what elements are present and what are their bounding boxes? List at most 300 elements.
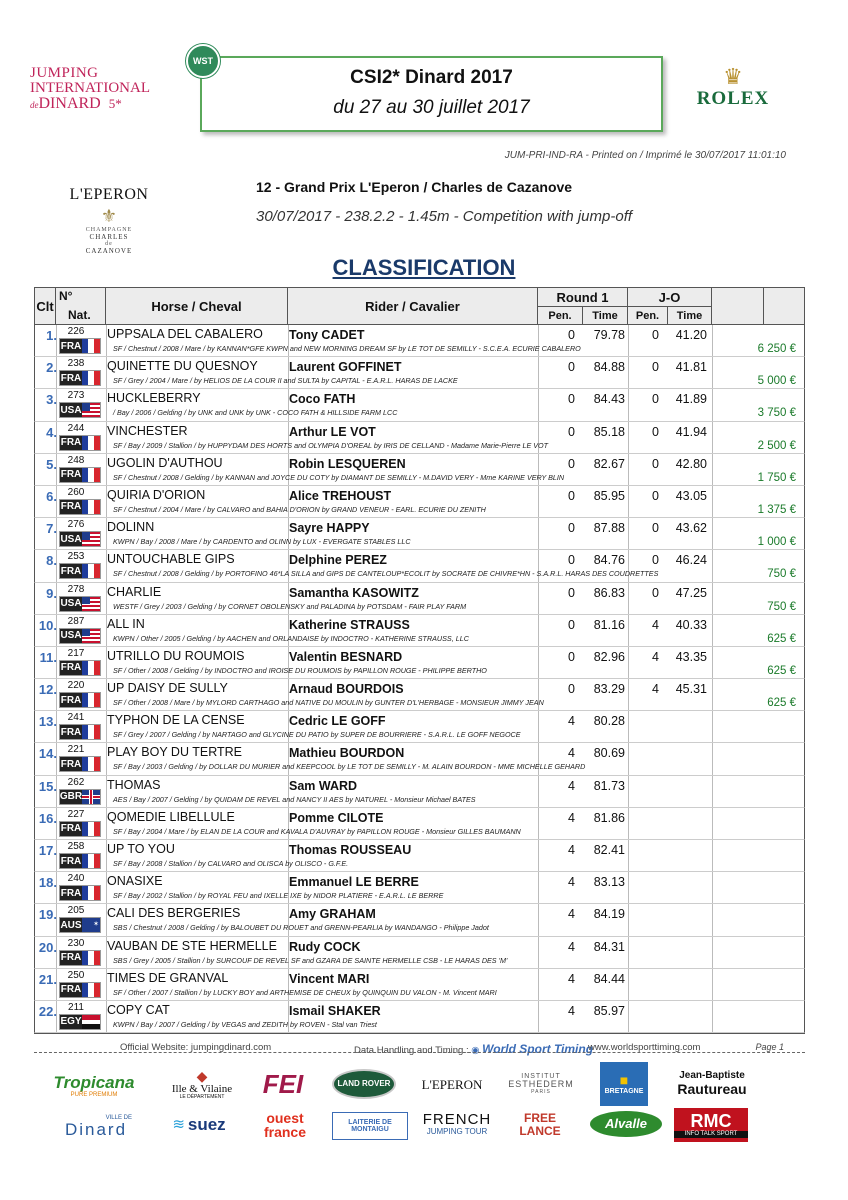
nation-badge (59, 756, 101, 772)
jumpoff-penalties: 0 (652, 488, 659, 503)
header-no-nat (56, 288, 106, 324)
bib-number: 217 (67, 647, 85, 659)
rider-name: Thomas ROUSSEAU (289, 843, 412, 857)
footer-website[interactable]: Official Website: jumpingdinard.com (120, 1042, 272, 1053)
wst-badge: WST (186, 44, 220, 78)
rank: 16. (38, 810, 57, 826)
montaigu-logo (332, 1112, 408, 1140)
horse-pedigree: SF / Chestnut / 2008 / Mare / by KANNAN*GFE KWPN and NEW MORNING DREAM SF by LE TOT DE SEMILLY - S.C.E.A. ECURIE CABALERO (113, 344, 581, 353)
rider-name: Robin LESQUEREN (289, 456, 406, 471)
ouest-france-logo (250, 1108, 320, 1142)
col-divider (712, 389, 713, 420)
nation-code: EGY (60, 1016, 82, 1028)
rank: 17. (38, 843, 57, 858)
rider-name: Coco FATH (289, 392, 356, 407)
flag-icon (82, 403, 100, 417)
col-divider (538, 1001, 539, 1032)
header-no: N° (59, 289, 73, 303)
jumpoff-penalties: 4 (652, 649, 659, 664)
table-row (34, 937, 805, 969)
col-divider (712, 776, 713, 807)
horse-name: UPPSALA DEL CABALERO (107, 327, 263, 341)
col-divider (538, 776, 539, 807)
printed-on: JUM-PRI-IND-RA - Printed on / Imprimé le 30/07/2017 11:01:10 (504, 150, 786, 161)
prize-money: 5 000 € (757, 375, 796, 388)
jumpoff-penalties: 4 (652, 617, 659, 632)
horse-name: DOLINN (107, 520, 155, 535)
rank: 15. (38, 778, 57, 794)
prize-money: 1 000 € (757, 536, 796, 549)
round1-penalties: 4 (568, 714, 575, 729)
crown-icon: ♛ (723, 64, 743, 89)
prize-money: 625 € (767, 664, 796, 677)
flag-icon (82, 468, 100, 482)
nation-code: FRA (60, 694, 82, 706)
rank: 13. (38, 714, 57, 730)
jumpoff-penalties: 0 (652, 328, 659, 342)
bretagne-name: BRETAGNE (604, 1087, 644, 1095)
nation-code: FRA (60, 662, 82, 674)
horse-name: COPY CAT (107, 1002, 170, 1017)
col-divider (712, 904, 713, 935)
rider-name: Rudy COCK (289, 939, 361, 954)
charles-label: CHARLES (89, 233, 129, 241)
col-divider (712, 357, 713, 388)
table-row (34, 389, 805, 421)
round1-penalties: 4 (568, 971, 575, 986)
prize-money: 3 750 € (757, 407, 796, 420)
rmc-sub: INFO TALK SPORT (674, 1131, 748, 1137)
horse-pedigree: SF / Other / 2008 / Gelding / by INDOCTRO and IROISE DU ROUMOIS by PAPILLON ROUGE - PHILIPPE BERTHO (113, 665, 487, 675)
col-divider (538, 518, 539, 549)
logo-line-3: deDINARD 5* (30, 95, 122, 112)
horse-pedigree: SF / Chestnut / 2004 / Mare / by CALVARO and BAHIA D'ORION by GRAND VENEUR - EARL. ECURIE DU ZENITH (113, 504, 486, 514)
header-rider: Rider / Cavalier (288, 288, 538, 324)
bib-number: 276 (67, 519, 85, 531)
col-divider (712, 743, 713, 774)
horse-pedigree: SF / Grey / 2004 / Mare / by HELIOS DE LA COUR II and SULTA by CAPITAL - E.A.R.L. HARAS DE LACKE (113, 376, 458, 386)
table-row (34, 872, 805, 904)
crest-icon: ⚜ (100, 206, 118, 226)
rolex-name: ROLEX (696, 88, 770, 109)
french-tour-1: FRENCH (422, 1110, 492, 1128)
horse-pedigree: SF / Bay / 2009 / Stallion / by HUPPYDAM DES HORTS and OLYMPIA D'OREAL by IRIS DE CELLAND - Madame Marie-Pierre LE VOT (113, 440, 549, 450)
col-divider (538, 647, 539, 678)
bib-number: 248 (67, 454, 85, 466)
jumpoff-time: 41.94 (675, 424, 707, 439)
rank: 14. (38, 746, 57, 762)
horse-name: ONASIXE (107, 874, 163, 889)
dinard-name: Dinard (64, 1120, 128, 1140)
flag-icon (82, 500, 100, 514)
jumpoff-penalties: 0 (652, 360, 659, 375)
bib-number: 211 (68, 1001, 84, 1013)
round1-time: 86.83 (593, 585, 625, 600)
bib-number: 220 (67, 680, 85, 692)
table-row (34, 518, 805, 550)
bib-number: 287 (67, 615, 85, 627)
col-divider (628, 969, 629, 1000)
nation-code: FRA (60, 372, 82, 384)
jumpoff-time: 42.80 (675, 456, 707, 471)
nation-code: FRA (60, 823, 82, 835)
nation-code: FRA (60, 726, 82, 738)
col-divider (712, 872, 713, 903)
table-row (34, 808, 805, 840)
nation-code: FRA (60, 758, 82, 770)
footer-page: Page 1 (755, 1042, 784, 1052)
rank: 12. (38, 682, 57, 698)
rider-name: Valentin BESNARD (289, 649, 403, 664)
round1-time: 84.31 (593, 939, 625, 954)
table-row (34, 840, 805, 872)
nation-badge (59, 531, 101, 547)
french-tour-2: JUMPING TOUR (426, 1126, 488, 1136)
col-divider (628, 711, 629, 742)
col-divider (538, 357, 539, 388)
horse-pedigree: WESTF / Grey / 2003 / Gelding / by CORNET OBOLENSKY and PALADINA by POTSDAM - FAIR PLAY FARM (113, 601, 467, 611)
header-blank-1 (712, 288, 764, 324)
horse-pedigree: SF / Chestnut / 2008 / Gelding / by KANNAN and JOYCE DU COTY by DIAMANT DE SEMILLY - M.DAVID VERY - Mme KARINE VERY BLIN (113, 472, 565, 482)
table-row (34, 679, 805, 711)
nation-badge (59, 853, 101, 869)
nation-badge (59, 370, 101, 386)
nation-code: FRA (60, 340, 82, 352)
prize-money: 1 750 € (757, 471, 796, 484)
nation-code: FRA (60, 984, 82, 996)
rider-name: Cedric LE GOFF (289, 714, 386, 729)
col-divider (628, 743, 629, 774)
nation-badge (59, 789, 101, 805)
nation-code: FRA (60, 437, 82, 449)
event-dates: du 27 au 30 juillet 2017 (333, 97, 530, 118)
eperon-sponsor-logo (416, 1074, 488, 1096)
champagne-label: CHAMPAGNE (85, 227, 133, 233)
round1-time: 79.78 (593, 328, 625, 342)
header-clt: Clt (35, 288, 56, 324)
col-divider (628, 840, 629, 871)
round1-penalties: 4 (568, 843, 575, 857)
logo-line-1: JUMPING (30, 65, 99, 81)
round1-time: 85.97 (593, 1003, 625, 1018)
horse-name: PLAY BOY DU TERTRE (107, 745, 243, 760)
nation-badge (59, 1014, 101, 1030)
bib-number: 273 (67, 390, 85, 402)
flag-icon (82, 532, 100, 546)
rider-name: Katherine STRAUSS (289, 617, 410, 632)
ouest-france-name: ouest france (263, 1110, 307, 1140)
horse-pedigree: SBS / Grey / 2005 / Stallion / by SURCOUF DE REVEL SF and GZARA DE SAINTE HERMELLE CSB - LE HARAS DES 'M' (113, 955, 508, 965)
rautureau-1: Jean-Baptiste (679, 1070, 745, 1082)
nation-code: FRA (60, 887, 82, 899)
round1-penalties: 0 (568, 360, 575, 375)
rmc-name: RMC (690, 1111, 732, 1132)
round1-penalties: 0 (568, 617, 575, 632)
horse-name: CHARLIE (107, 584, 162, 599)
flag-icon (82, 951, 100, 965)
event-title-box (200, 56, 663, 132)
rank: 1. (46, 328, 57, 343)
horse-name: UNTOUCHABLE GIPS (107, 552, 235, 567)
rank: 3. (46, 392, 57, 408)
esthederm-3: PARIS (531, 1088, 551, 1095)
round1-penalties: 0 (568, 392, 575, 407)
prize-money: 750 € (767, 568, 796, 581)
jumpoff-time: 45.31 (675, 682, 707, 697)
round1-penalties: 0 (568, 488, 575, 503)
rider-name: Mathieu BOURDON (289, 746, 405, 761)
table-row (34, 454, 805, 486)
col-divider (538, 486, 539, 517)
round1-penalties: 4 (568, 746, 575, 761)
col-divider (628, 872, 629, 903)
nation-badge (59, 885, 101, 901)
footer-url[interactable]: www.worldsporttiming.com (588, 1042, 701, 1053)
bib-number: 226 (67, 326, 85, 337)
col-divider (628, 904, 629, 935)
table-row (34, 711, 805, 743)
header-round1: Round 1 (538, 288, 628, 306)
flag-icon (82, 790, 100, 804)
rider-name: Ismail SHAKER (289, 1003, 381, 1018)
horse-pedigree: SF / Bay / 2002 / Stallion / by ROYAL FEU and IXELLE IXE by NIDOR PLATIERE - E.A.R.L. LE BERRE (113, 891, 444, 901)
rank: 18. (38, 875, 57, 891)
round1-time: 84.44 (593, 971, 625, 986)
horse-pedigree: SF / Bay / 2008 / Stallion / by CALVARO and OLISCA by OLISCO - G.F.E. (113, 859, 349, 868)
rank: 22. (38, 1003, 57, 1019)
horse-pedigree: AES / Bay / 2007 / Gelding / by QUIDAM DE REVEL and NANCY II AES by NATUREL - Monsieur Michael BATES (113, 794, 476, 804)
nation-badge (59, 563, 101, 579)
event-title: CSI2* Dinard 2017 (350, 67, 513, 88)
rautureau-2: Rautureau (677, 1080, 747, 1097)
alvalle-logo (590, 1110, 662, 1138)
round1-time: 81.16 (593, 617, 625, 632)
flag-icon (82, 725, 100, 739)
horse-pedigree: SF / Other / 2007 / Stallion / by LUCKY BOY and ARTHEMISE DE CHEUX by QUINQUIN DU VALON - M. Vincent MARI (113, 987, 497, 997)
col-divider (538, 904, 539, 935)
col-divider (712, 486, 713, 517)
land-rover-name: LAND ROVER (332, 1069, 396, 1099)
tropicana-sub: PURE PREMIUM (70, 1091, 118, 1098)
col-divider (538, 583, 539, 614)
table-row (34, 1001, 805, 1033)
jumpoff-time: 43.62 (675, 521, 707, 536)
logo-line-2: INTERNATIONAL (30, 80, 150, 96)
eperon-logo-name: L'EPERON (69, 186, 149, 203)
horse-name: HUCKLEBERRY (107, 391, 201, 406)
rider-name: Pomme CILOTE (289, 810, 384, 825)
nation-code: FRA (60, 855, 82, 867)
footer-data-handling (354, 1042, 593, 1056)
prize-money: 1 375 € (757, 503, 796, 516)
table-body (34, 325, 805, 1033)
ille-vilaine-logo (160, 1064, 244, 1106)
rider-name: Alice TREHOUST (289, 488, 392, 503)
bib-number: 238 (67, 358, 85, 370)
cazanove-label: CAZANOVE (85, 247, 133, 255)
col-divider (628, 776, 629, 807)
horse-pedigree: SF / Bay / 2003 / Gelding / by DOLLAR DU MURIER and KEEPCOOL by LE TOT DE SEMILLY - M. ALAIN BOURDON - MME MICHELLE GEHARD (113, 762, 586, 772)
eperon-cazanove-logo (64, 186, 154, 255)
jumpoff-time: 41.89 (675, 392, 707, 407)
free-lance-name: FREE LANCE (519, 1111, 561, 1138)
nation-code: USA (60, 533, 82, 545)
classification-heading: CLASSIFICATION (332, 255, 516, 280)
jumpoff-penalties: 0 (652, 456, 659, 471)
col-divider (628, 1001, 629, 1032)
table-row (34, 325, 805, 357)
col-divider (538, 969, 539, 1000)
bib-number: 262 (67, 776, 85, 788)
horse-name: VINCHESTER (107, 423, 188, 438)
round1-penalties: 0 (568, 328, 575, 342)
header-horse: Horse / Cheval (106, 288, 288, 324)
col-divider (538, 840, 539, 871)
nation-badge (59, 596, 101, 612)
round1-time: 82.67 (593, 456, 625, 471)
nation-code: GBR (59, 791, 83, 803)
prize-money: 750 € (767, 600, 796, 613)
bretagne-icon: ■ (619, 1071, 629, 1088)
col-divider (628, 937, 629, 968)
round1-time: 83.29 (593, 682, 625, 697)
nation-badge (59, 467, 101, 483)
col-divider (712, 550, 713, 581)
horse-pedigree: SF / Other / 2008 / Mare / by MYLORD CARTHAGO and NATIVE DU MOULIN by GUNTER D'L'HERBAGE - MONSIEUR JIMMY JEAN (113, 698, 544, 708)
horse-pedigree: SBS / Chestnut / 2008 / Gelding / by BALOUBET DU ROUET and GRENN-PEARLIA by WANDANGO - Philippe Jadot (113, 923, 489, 933)
flag-icon (82, 693, 100, 707)
round1-penalties: 0 (568, 682, 575, 697)
prize-money: 2 500 € (757, 439, 796, 452)
rautureau-logo (672, 1066, 752, 1102)
col-divider (538, 937, 539, 968)
round1-penalties: 4 (568, 1003, 575, 1018)
header-jo: J-O (628, 288, 712, 306)
footer-data-label: Data Handling and Timing : (354, 1045, 469, 1056)
rider-name: Delphine PEREZ (289, 553, 387, 568)
esthederm-1: INSTITUT (521, 1072, 561, 1080)
table-row (34, 776, 805, 808)
fei-logo (250, 1068, 316, 1102)
rider-name: Arnaud BOURDOIS (289, 682, 404, 697)
nation-code: FRA (60, 565, 82, 577)
header-nat: Nat. (68, 308, 91, 322)
table-row (34, 969, 805, 1001)
rider-name: Sam WARD (289, 778, 358, 793)
bib-number: 244 (67, 422, 85, 434)
col-divider (712, 615, 713, 646)
nation-code: AUS (60, 919, 82, 931)
col-divider (538, 711, 539, 742)
header-time1: Time (583, 306, 628, 324)
col-divider (712, 518, 713, 549)
col-divider (538, 615, 539, 646)
horse-name: UTRILLO DU ROUMOIS (107, 648, 245, 663)
round1-time: 85.95 (593, 488, 625, 503)
land-rover-logo (332, 1068, 396, 1100)
horse-name: VAUBAN DE STE HERMELLE (107, 938, 277, 953)
table-row (34, 743, 805, 775)
round1-time: 84.88 (593, 360, 625, 375)
horse-name: ALL IN (107, 616, 145, 631)
nation-code: USA (60, 598, 82, 609)
bretagne-logo (600, 1062, 648, 1106)
col-divider (712, 969, 713, 1000)
col-divider (712, 808, 713, 839)
bib-number: 230 (67, 937, 85, 949)
rider-name: Arthur LE VOT (289, 424, 376, 439)
col-divider (712, 840, 713, 871)
col-divider (712, 583, 713, 614)
rank: 6. (46, 488, 57, 504)
table-row (34, 904, 805, 936)
col-divider (538, 872, 539, 903)
de-label: de (105, 241, 113, 247)
round1-penalties: 4 (568, 810, 575, 825)
footer-wst: World Sport Timing (482, 1042, 594, 1056)
free-lance-logo (502, 1111, 578, 1138)
horse-name: QUINETTE DU QUESNOY (107, 359, 258, 374)
french-tour-logo (420, 1106, 494, 1142)
fei-name: FEI (262, 1069, 304, 1100)
jumping-dinard-logo (30, 66, 160, 113)
dinard-small: VILLE DE (105, 1114, 132, 1121)
nation-badge (59, 724, 101, 740)
col-divider (712, 711, 713, 742)
round1-penalties: 4 (568, 939, 575, 954)
jumpoff-penalties: 0 (652, 521, 659, 536)
round1-time: 80.28 (593, 714, 625, 729)
competition-title: 12 - Grand Prix L'Eperon / Charles de Cazanove (256, 179, 573, 195)
ille-icon: ◆ (196, 1068, 208, 1085)
col-divider (712, 422, 713, 453)
rank: 20. (38, 939, 57, 955)
tropicana-name: Tropicana (53, 1072, 135, 1092)
jumpoff-time: 46.24 (675, 553, 707, 568)
round1-time: 80.69 (593, 746, 625, 761)
col-divider (538, 808, 539, 839)
round1-penalties: 0 (568, 649, 575, 664)
ille-name: Ille & Vilaine (171, 1082, 233, 1095)
table-row (34, 486, 805, 518)
esthederm-2: ESTHEDERM (508, 1079, 574, 1090)
rider-name: Sayre HAPPY (289, 521, 370, 536)
horse-name: QUIRIA D'ORION (107, 487, 206, 502)
flag-icon (82, 854, 100, 868)
horse-name: TYPHON DE LA CENSE (107, 713, 245, 728)
jumpoff-time: 43.35 (675, 649, 707, 664)
round1-time: 81.73 (593, 778, 625, 793)
rank: 9. (46, 585, 57, 601)
flag-icon (82, 339, 100, 353)
nation-code: USA (60, 404, 82, 416)
rider-name: Amy GRAHAM (289, 907, 376, 922)
round1-time: 84.19 (593, 907, 625, 922)
horse-name: CALI DES BERGERIES (107, 906, 241, 921)
round1-time: 84.43 (593, 392, 625, 407)
nation-badge (59, 402, 101, 418)
competition-subtitle: 30/07/2017 - 238.2.2 - 1.45m - Competition with jump-off (256, 208, 633, 225)
table-row (34, 550, 805, 582)
horse-pedigree: KWPN / Bay / 2007 / Gelding / by VEGAS and ZEDITH by ROVEN - Stal van Triest (113, 1019, 377, 1029)
horse-name: QOMEDIE LIBELLULE (107, 809, 235, 824)
horse-pedigree: KWPN / Other / 2005 / Gelding / by AACHEN and ORLANDAISE by INDOCTRO - KATHERINE STRAUSS, LLC (113, 633, 469, 643)
tropicana-logo (54, 1066, 134, 1106)
round1-penalties: 0 (568, 553, 575, 568)
rank: 21. (38, 971, 57, 987)
eperon-sponsor-name: L'EPERON (421, 1077, 483, 1093)
jumpoff-penalties: 0 (652, 424, 659, 439)
